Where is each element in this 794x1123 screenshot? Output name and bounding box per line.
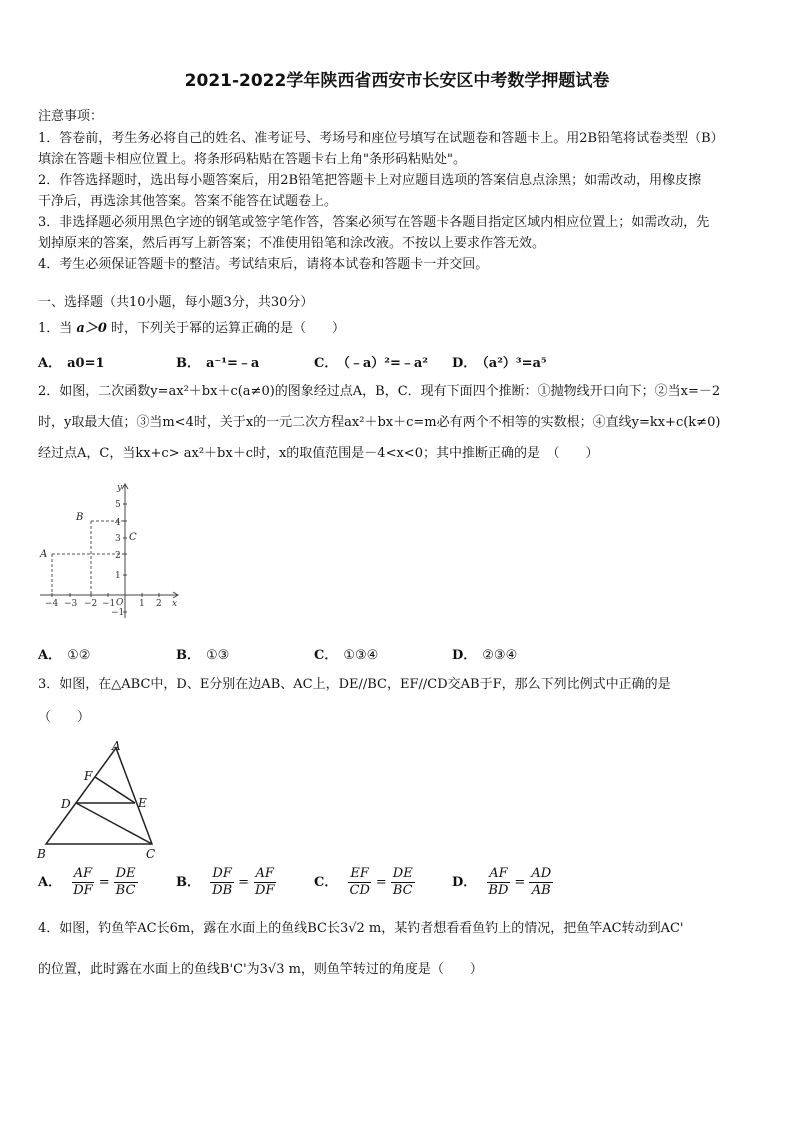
y-tick-label: −1 [111,608,125,618]
x-tick-label: 1 [139,599,145,609]
notice-line: 填涂在答题卡相应位置上。将条形码粘贴在答题卡右上角"条形码粘贴处"。 [38,152,466,167]
x-tick-label: −2 [84,599,98,609]
x-tick-label: −4 [45,599,59,609]
question-3-line: （ ） [38,710,91,725]
point-label: F [84,769,93,783]
q1-stem-suffix: 时，下列关于幂的运算正确的是（ ） [111,321,346,336]
section-heading: 一、选择题（共10小题，每小题3分，共30分） [38,295,314,310]
option-label: A． [38,356,62,371]
question-2-line: 经过点A，C，当kx+c> ax²＋bx＋c时，x的取值范围是－4<x<0；其中推断正确的是 （ ） [38,446,599,461]
q2-option-c[interactable] [314,644,378,663]
q1-stem-prefix: 1．当 [38,321,73,336]
x-axis-label: x [172,599,178,609]
option-text: ②③④ [482,648,518,663]
fraction: $\frac{DF}{DB}$ [212,866,233,898]
point-b-label: B [76,512,84,523]
option-text: （a²）³=a⁵ [482,356,547,371]
option-text: ①③ [206,648,230,663]
point-label: A [112,740,121,753]
y-tick-label: 4 [115,518,121,528]
point-a-label: A [40,549,48,560]
option-text: ①③④ [343,648,379,663]
fraction: $\frac{DE}{BC}$ [392,866,413,898]
option-label: A． [38,648,62,663]
option-text: ①② [67,648,91,663]
option-label: A． [38,875,62,890]
q2-coordinate-graph [36,478,186,628]
point-label: B [37,847,46,861]
option-label: C． [314,875,338,890]
option-label: C． [314,356,338,371]
question-4-line: 4．如图，钓鱼竿AC长6m，露在水面上的鱼线BC长3√2 m，某钓者想看看鱼钓上的情况，把鱼竿AC转动到AC' [38,921,684,936]
triangle-abc [46,748,152,844]
option-label: D． [452,356,477,371]
q1-condition: a＞0 [76,321,107,336]
q1-option-c[interactable] [314,352,428,371]
option-label: B． [176,875,200,890]
q1-option-b[interactable] [176,352,259,371]
page-title: 2021-2022学年陕西省西安市长安区中考数学押题试卷 [184,71,610,91]
fraction: $\frac{EF}{CD}$ [349,866,370,898]
y-axis-label: y [117,483,123,493]
question-4-line: 的位置，此时露在水面上的鱼线B'C'为3√3 m，则鱼竿转过的角度是（ ） [38,962,483,977]
x-tick-label: −1 [102,599,116,609]
y-tick-label: 5 [115,500,121,510]
fraction: $\frac{AF}{DF}$ [73,866,93,898]
x-tick-label: −3 [64,599,78,609]
option-label: B． [176,356,200,371]
notice-line: 3．非选择题必须用黑色字迹的钢笔或签字笔作答，答案必须写在答题卡各题目指定区域内相应位置上；如需改动，先 [38,215,710,230]
point-c-label: C [129,532,137,543]
option-text: （﹣a）²=﹣a² [343,356,428,371]
notice-heading: 注意事项： [38,109,104,124]
q1-option-d[interactable] [452,352,547,371]
q3-option-c[interactable]: C． $\frac{EF}{CD}$ = $\frac{DE}{BC}$ [314,866,413,898]
option-label: B． [176,648,200,663]
notice-line: 2．作答选择题时，选出每小题答案后，用2B铅笔把答题卡上对应题目选项的答案信息点涂黑；如需改动，用橡皮擦 [38,173,702,188]
q2-option-b[interactable] [176,644,229,663]
q3-option-d[interactable]: D． $\frac{AF}{BD}$ = $\frac{AD}{AB}$ [452,866,552,898]
q3-triangle-figure [34,740,164,862]
option-text: a0=1 [67,356,105,371]
x-tick-label: 2 [156,599,162,609]
question-3-line: 3．如图，在△ABC中，D、E分别在边AB、AC上，DE//BC，EF//CD交AB于F，那么下列比例式中正确的是 [38,677,671,692]
option-label: D． [452,648,477,663]
notice-line: 4．考生必须保证答题卡的整洁。考试结束后，请将本试卷和答题卡一并交回。 [38,257,489,272]
origin-label: O [116,598,124,608]
notice-line: 划掉原来的答案，然后再写上新答案；不准使用铅笔和涂改液。不按以上要求作答无效。 [38,236,546,251]
option-label: C． [314,648,338,663]
question-1-stem [38,320,345,338]
y-tick-label: 1 [115,571,121,581]
point-label: D [61,797,71,811]
point-label: E [138,796,147,810]
fraction: $\frac{AF}{DF}$ [255,866,275,898]
fraction: $\frac{AD}{AB}$ [531,866,552,898]
notice-line: 干净后，再选涂其他答案。答案不能答在试题卷上。 [38,194,338,209]
option-text: a⁻¹=﹣a [206,356,260,371]
q1-option-a[interactable] [38,352,105,371]
q2-option-d[interactable] [452,644,517,663]
option-label: D． [452,875,477,890]
fraction: $\frac{DE}{BC}$ [115,866,136,898]
question-2-line: 时，y取最大值；③当m<4时，关于x的一元二次方程ax²＋bx＋c=m必有两个不相等的实数根；④直线y=kx+c(k≠0) [38,415,721,430]
notice-line: 1．答卷前，考生务必将自己的姓名、准考证号、考场号和座位号填写在试题卷和答题卡上。用2B铅笔将试卷类型（B） [38,131,724,146]
q3-option-a[interactable]: A． $\frac{AF}{DF}$ = $\frac{DE}{BC}$ [38,866,136,898]
point-label: C [146,847,156,861]
question-2-line: 2．如图，二次函数y=ax²＋bx＋c(a≠0)的图象经过点A，B，C．现有下面四个推断：①抛物线开口向下；②当x=－2 [38,384,721,399]
fraction: $\frac{AF}{BD}$ [488,866,509,898]
q2-option-a[interactable] [38,644,90,663]
q3-option-b[interactable]: B． $\frac{DF}{DB}$ = $\frac{AF}{DF}$ [176,866,275,898]
y-tick-label: 2 [115,551,121,561]
y-tick-label: 3 [115,534,121,544]
